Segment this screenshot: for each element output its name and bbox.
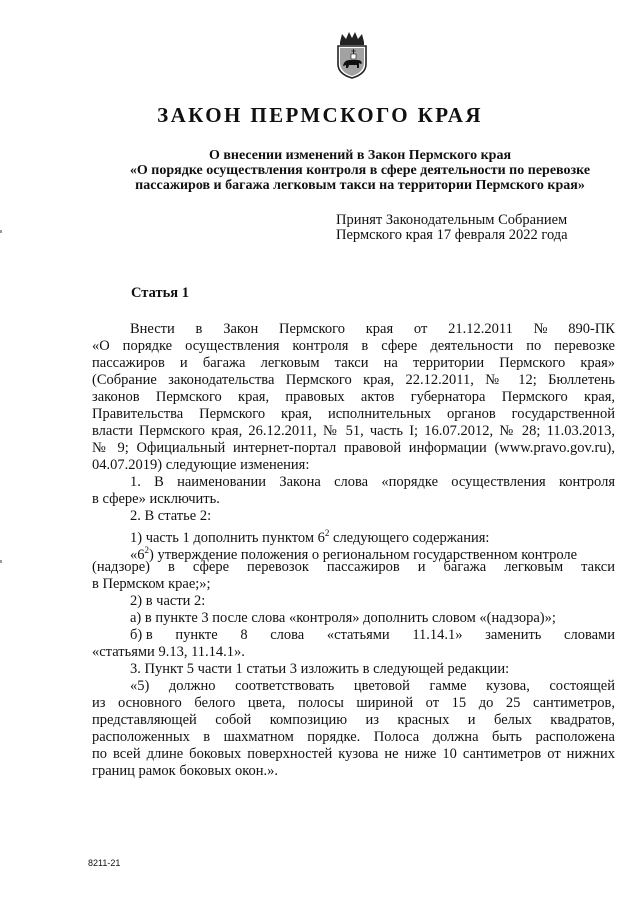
scan-edge-mark	[0, 560, 2, 563]
intro-word: Пермского	[279, 321, 345, 337]
adoption-line: Принят Законодательным Собранием	[336, 212, 568, 228]
subtitle-line: пассажиров и багажа легковым такси на территории Пермского края»	[135, 178, 585, 193]
quote-text	[130, 542, 578, 563]
item-b-word: б) в	[130, 627, 153, 643]
item-3-quote-line: расположенных в шахматном порядке. Полоса должна быть расположена	[92, 729, 615, 745]
quote-6-2-line-1	[92, 542, 615, 563]
subtitle-line: О внесении изменений в Закон Пермского края	[208, 148, 512, 163]
superscript: 2	[324, 528, 330, 538]
item-b-word: пункте	[175, 627, 218, 643]
quote-text: ) утверждение положения о региональном государственном контроле	[149, 546, 578, 563]
item-b-word: слова	[270, 627, 305, 643]
item-2-2-b-continuation: «статьями 9.13, 11.14.1».	[92, 644, 245, 660]
scan-edge-mark	[0, 230, 2, 233]
intro-line: пассажиров и багажа легковым такси на территории Пермского края»	[92, 355, 615, 371]
item-2-2-b	[92, 627, 615, 644]
article-body	[92, 321, 615, 780]
law-title: ЗАКОН ПЕРМСКОГО КРАЯ	[157, 103, 483, 127]
intro-first-line	[92, 321, 615, 338]
item-2-1	[92, 525, 615, 546]
subtitle-line: «О порядке осуществления контроля в сфере деятельности по перевозке	[129, 163, 591, 178]
item-2-2-a: а) в пункте 3 после слова «контроля» дополнить словом «(надзора)»;	[130, 610, 556, 626]
intro-line: (Собрание законодательства Пермского края, 22.12.2011, № 12; Бюллетень	[92, 372, 615, 388]
law-subtitle	[90, 148, 630, 193]
intro-line: «О порядке осуществления контроля в сфере деятельности по перевозке	[92, 338, 615, 354]
intro-line: власти Пермского края, 26.12.2011, № 51, часть I; 16.07.2012, № 28; 11.03.2013,	[92, 423, 615, 439]
intro-line: Правительства Пермского края, исполнительных органов государственной	[92, 406, 615, 422]
quote-6-2-line-3: в Пермском крае;»;	[92, 576, 211, 592]
item-1-continuation: в сфере» исключить.	[92, 491, 220, 507]
document-code: 8211-21	[88, 858, 121, 868]
item-b-word: словами	[564, 627, 615, 643]
item-2-2: 2) в части 2:	[130, 593, 206, 609]
intro-word: от	[413, 321, 428, 337]
adoption-line: Пермского края 17 февраля 2022 года	[336, 227, 568, 243]
coat-of-arms-icon	[332, 30, 372, 80]
intro-word: 21.12.2011	[448, 321, 513, 337]
intro-word: в	[195, 321, 203, 337]
item-2: 2. В статье 2:	[130, 508, 212, 524]
item-b-word: 11.14.1»	[412, 627, 463, 643]
adoption-note	[336, 213, 568, 243]
item-b-word: заменить	[485, 627, 542, 643]
item-3-quote-line: представляющей собой композицию из красных и белых квадратов,	[92, 712, 615, 728]
superscript: 2	[144, 545, 149, 555]
item-3-quote-last: границ рамок боковых окон.».	[92, 763, 279, 779]
quote-6-2-line-2: (надзоре) в сфере перевозок пассажиров и багажа легковым такси	[92, 559, 615, 575]
item-3: 3. Пункт 5 части 1 статьи 3 изложить в следующей редакции:	[130, 661, 510, 677]
quote-open: «6	[130, 546, 145, 563]
item-3-quote-line: «5) должно соответствовать цветовой гамме кузова, состоящей	[130, 678, 615, 694]
intro-line: 04.07.2019) следующие изменения:	[92, 457, 310, 473]
intro-line: № 9; Официальный интернет-портал правовой информации (www.pravo.gov.ru),	[92, 440, 615, 456]
intro-word: края	[365, 321, 394, 337]
item-2-1-text: 1) часть 1 дополнить пунктом 6	[130, 529, 325, 546]
intro-word: 890-ПК	[568, 321, 615, 337]
intro-word: Внести	[130, 321, 175, 337]
intro-line: законов Пермского края, правовых актов губернатора Пермского края,	[92, 389, 615, 405]
intro-word: Закон	[223, 321, 259, 337]
item-b-word: «статьями	[326, 627, 390, 643]
intro-word: №	[533, 321, 548, 337]
item-b-word: 8	[240, 627, 248, 643]
item-3-quote-line: по всей длине боковых поверхностей кузова не ниже 10 сантиметров от нижних	[92, 746, 615, 762]
article-heading: Статья 1	[131, 285, 189, 301]
item-1: 1. В наименовании Закона слова «порядке осуществления контроля	[130, 474, 615, 490]
item-3-quote-line: из основного белого цвета, полосы шириной от 15 до 25 сантиметров,	[92, 695, 615, 711]
item-2-1-text: следующего содержания:	[329, 529, 490, 546]
